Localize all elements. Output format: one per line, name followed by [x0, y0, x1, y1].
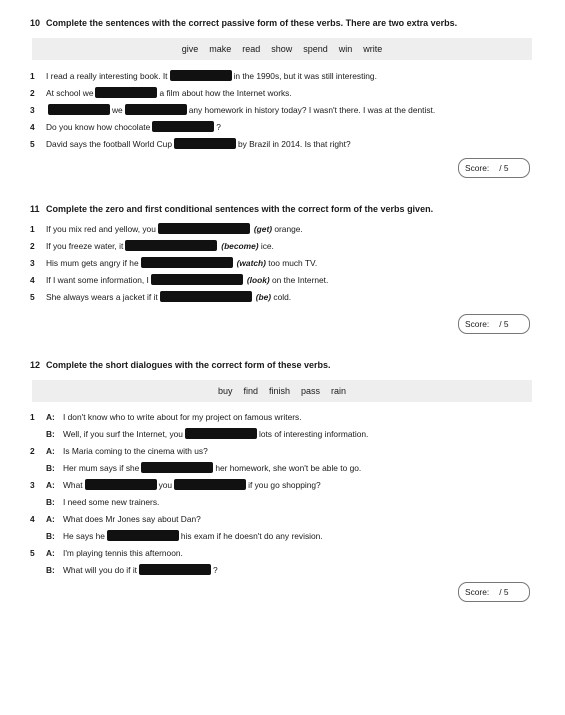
- word: win: [338, 44, 353, 54]
- verb-prompt: (look): [246, 274, 270, 285]
- sentence-text: I read a really interesting book. It: [46, 70, 168, 81]
- word: finish: [268, 386, 290, 396]
- dialogue-line: [30, 410, 302, 423]
- sentence: [30, 103, 435, 116]
- item-number: 1: [30, 70, 35, 81]
- exercise-10-heading: [30, 18, 457, 28]
- dialogue-line: [30, 495, 159, 508]
- dialogue-text: I'm playing tennis this afternoon.: [63, 547, 183, 558]
- sentence-text: ?: [216, 121, 221, 132]
- speaker-label: A:: [46, 547, 55, 558]
- speaker-label: B:: [46, 428, 55, 439]
- item-number: 2: [30, 240, 35, 251]
- exercise-number: 11: [30, 204, 40, 214]
- speaker-label: B:: [46, 496, 55, 507]
- dialogue-text: his exam if he doesn't do any revision.: [180, 530, 323, 541]
- dialogue-text: What: [63, 479, 83, 490]
- dialogue-text: you: [158, 479, 173, 490]
- answer-blank[interactable]: [151, 274, 243, 285]
- sentence-text: too much TV.: [268, 257, 318, 268]
- word: rain: [331, 386, 347, 396]
- word: give: [181, 44, 199, 54]
- answer-blank[interactable]: [95, 87, 157, 98]
- score-value: / 5: [499, 587, 509, 597]
- dialogue-text: Well, if you surf the Internet, you: [63, 428, 183, 439]
- sentence-text: any homework in history today? I wasn't there. I was at the dentist.: [188, 104, 436, 115]
- dialogue-text: I need some new trainers.: [63, 496, 160, 507]
- exercise-instruction: Complete the short dialogues with the correct form of these verbs.: [46, 360, 331, 370]
- item-number: 4: [30, 274, 35, 285]
- speaker-label: B:: [46, 564, 55, 575]
- dialogue-text: What does Mr Jones say about Dan?: [63, 513, 201, 524]
- verb-prompt: (become): [221, 240, 259, 251]
- exercise-11-heading: [30, 204, 433, 214]
- dialogue-line: [30, 444, 208, 457]
- dialogue-line: [30, 529, 323, 542]
- score-box: [458, 158, 530, 178]
- word: make: [209, 44, 232, 54]
- answer-blank[interactable]: [174, 138, 236, 149]
- word: show: [271, 44, 293, 54]
- dialogue-line: [30, 546, 183, 559]
- dialogue-text: lots of interesting information.: [258, 428, 369, 439]
- item-number: 3: [30, 257, 35, 268]
- dialogue-line: [30, 478, 321, 491]
- sentence-text: Do you know how chocolate: [46, 121, 151, 132]
- word: write: [363, 44, 383, 54]
- dialogue-line: [30, 427, 368, 440]
- sentence-text: If I want some information, I: [46, 274, 149, 285]
- speaker-label: B:: [46, 530, 55, 541]
- sentence: [30, 120, 221, 133]
- word: read: [242, 44, 261, 54]
- item-number: 2: [30, 87, 35, 98]
- verb-prompt: (watch): [236, 257, 266, 268]
- dialogue-line: [30, 461, 361, 474]
- sentence-text: orange.: [274, 223, 303, 234]
- sentence-text: His mum gets angry if he: [46, 257, 139, 268]
- item-number: 5: [30, 291, 35, 302]
- dialogue-text: What will you do if it: [63, 564, 138, 575]
- verb-prompt: (be): [255, 291, 272, 302]
- answer-blank[interactable]: [139, 564, 211, 575]
- answer-blank[interactable]: [152, 121, 214, 132]
- speaker-label: B:: [46, 462, 55, 473]
- dialogue-text: her homework, she won't be able to go.: [215, 462, 362, 473]
- exercise-instruction: Complete the zero and first conditional sentences with the correct form of the verbs given.: [46, 204, 434, 214]
- item-number: 3: [30, 104, 35, 115]
- word: buy: [217, 386, 233, 396]
- answer-blank[interactable]: [107, 530, 179, 541]
- answer-blank[interactable]: [125, 104, 187, 115]
- word-box: [32, 380, 532, 402]
- dialogue-text: I don't know who to write about for my project on famous writers.: [63, 411, 302, 422]
- dialogue-text: ?: [213, 564, 218, 575]
- sentence: [30, 69, 377, 82]
- sentence-text: She always wears a jacket if it: [46, 291, 158, 302]
- answer-blank[interactable]: [185, 428, 257, 439]
- sentence-text: If you mix red and yellow, you: [46, 223, 156, 234]
- dialogue-text: Is Maria coming to the cinema with us?: [63, 445, 208, 456]
- answer-blank[interactable]: [170, 70, 232, 81]
- sentence-text: David says the football World Cup: [46, 138, 172, 149]
- word: pass: [301, 386, 321, 396]
- sentence: [30, 290, 291, 303]
- sentence: [30, 222, 303, 235]
- speaker-label: A:: [46, 411, 55, 422]
- speaker-label: A:: [46, 445, 55, 456]
- word-box: [32, 38, 532, 60]
- item-number: 3: [30, 479, 35, 490]
- sentence: [30, 86, 292, 99]
- item-number: 5: [30, 547, 35, 558]
- answer-blank[interactable]: [85, 479, 157, 490]
- exercise-number: 10: [30, 18, 41, 28]
- answer-blank[interactable]: [141, 462, 213, 473]
- dialogue-line: [30, 563, 218, 576]
- sentence-text: we: [112, 104, 123, 115]
- dialogue-line: [30, 512, 201, 525]
- score-label: Score:: [465, 163, 490, 173]
- item-number: 4: [30, 121, 35, 132]
- sentence: [30, 273, 328, 286]
- score-label: Score:: [465, 319, 490, 329]
- answer-blank[interactable]: [174, 479, 246, 490]
- score-value: / 5: [499, 163, 509, 173]
- exercise-instruction: Complete the sentences with the correct passive form of these verbs. There are two extra verbs.: [46, 18, 458, 28]
- sentence-text: ice.: [260, 240, 274, 251]
- answer-blank[interactable]: [48, 104, 110, 115]
- word: find: [243, 386, 258, 396]
- sentence: [30, 256, 317, 269]
- sentence: [30, 239, 274, 252]
- answer-blank[interactable]: [158, 223, 250, 234]
- score-box: [458, 582, 530, 602]
- score-label: Score:: [465, 587, 490, 597]
- speaker-label: A:: [46, 479, 55, 490]
- sentence-text: by Brazil in 2014. Is that right?: [238, 138, 351, 149]
- dialogue-text: He says he: [63, 530, 105, 541]
- sentence-text: on the Internet.: [272, 274, 329, 285]
- exercise-12-heading: [30, 360, 331, 370]
- sentence-text: At school we: [46, 87, 94, 98]
- item-number: 1: [30, 411, 35, 422]
- dialogue-text: Her mum says if she: [63, 462, 140, 473]
- sentence-text: cold.: [273, 291, 292, 302]
- item-number: 4: [30, 513, 35, 524]
- sentence-text: If you freeze water, it: [46, 240, 124, 251]
- item-number: 1: [30, 223, 35, 234]
- verb-prompt: (get): [253, 223, 273, 234]
- word: spend: [303, 44, 328, 54]
- score-box: [458, 314, 530, 334]
- sentence-text: a film about how the Internet works.: [159, 87, 292, 98]
- dialogue-text: if you go shopping?: [248, 479, 321, 490]
- exercise-number: 12: [30, 360, 41, 370]
- sentence-text: in the 1990s, but it was still interesting.: [233, 70, 377, 81]
- item-number: 5: [30, 138, 35, 149]
- sentence: [30, 137, 351, 150]
- answer-blank[interactable]: [125, 240, 217, 251]
- speaker-label: A:: [46, 513, 55, 524]
- item-number: 2: [30, 445, 35, 456]
- answer-blank[interactable]: [141, 257, 233, 268]
- score-value: / 5: [499, 319, 509, 329]
- answer-blank[interactable]: [160, 291, 252, 302]
